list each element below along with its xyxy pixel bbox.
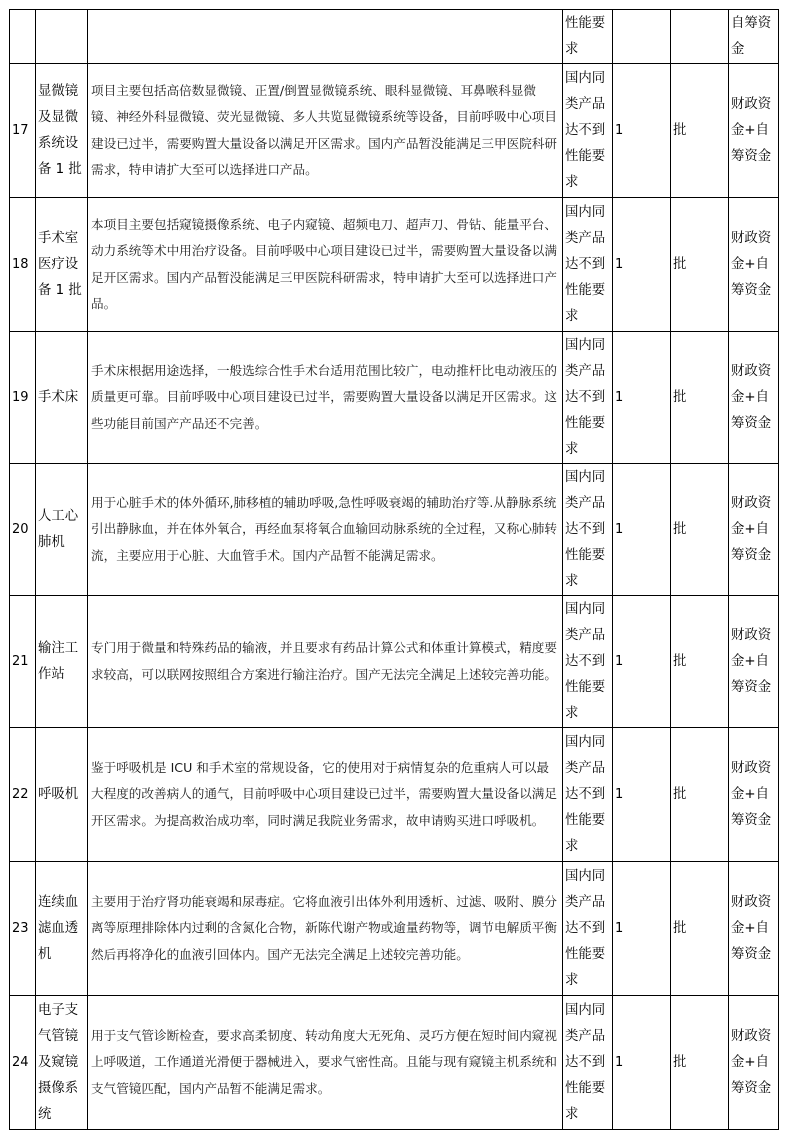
cell-name: 手术床 — [36, 332, 88, 464]
cell-fund: 财政资金+自筹资金 — [729, 996, 779, 1130]
cell-no: 23 — [10, 862, 36, 996]
table-row — [10, 728, 779, 862]
table-row — [10, 596, 779, 728]
cell-fund: 财政资金+自筹资金 — [729, 64, 779, 198]
table-row — [10, 996, 779, 1130]
cell-name: 呼吸机 — [36, 728, 88, 862]
cell-no: 21 — [10, 596, 36, 728]
cell-reason: 国内同类产品达不到性能要求 — [563, 728, 613, 862]
cell-fund: 财政资金+自筹资金 — [729, 596, 779, 728]
cell-reason: 国内同类产品达不到性能要求 — [563, 332, 613, 464]
cell-qty: 1 — [613, 862, 671, 996]
cell-no: 22 — [10, 728, 36, 862]
cell-qty: 1 — [613, 596, 671, 728]
cell-desc: 用于支气管诊断检查，要求高柔韧度、转动角度大无死角、灵巧方便在短时间内窥视上呼吸道，工作通道光滑便于器械进入，要求气密性高。且能与现有窥镜主机系统和支气管镜匹配，国内产品暂不能满足需求。 — [88, 996, 563, 1130]
cell-reason: 国内同类产品达不到性能要求 — [563, 64, 613, 198]
cell-unit: 批 — [671, 464, 729, 596]
table-row — [10, 64, 779, 198]
table-row — [10, 332, 779, 464]
cell-unit: 批 — [671, 996, 729, 1130]
equipment-table — [9, 9, 779, 1130]
cell-desc: 用于心脏手术的体外循环,肺移植的辅助呼吸,急性呼吸衰竭的辅助治疗等.从静脉系统引出静脉血，并在体外氧合，再经血泵将氧合血输回动脉系统的全过程，又称心肺转流，主要应用于心脏、大血管手术。国内产品暂不能满足需求。 — [88, 464, 563, 596]
cell-qty — [613, 10, 671, 64]
cell-reason: 国内同类产品达不到性能要求 — [563, 862, 613, 996]
cell-name: 电子支气管镜及窥镜摄像系统 — [36, 996, 88, 1130]
cell-desc: 手术床根据用途选择，一般选综合性手术台适用范围比较广，电动推杆比电动液压的质量更可靠。目前呼吸中心项目建设已过半，需要购置大量设备以满足开区需求。这些功能目前国产产品还不完善。 — [88, 332, 563, 464]
cell-fund: 财政资金+自筹资金 — [729, 332, 779, 464]
cell-unit: 批 — [671, 596, 729, 728]
cell-name: 手术室医疗设备 1 批 — [36, 198, 88, 332]
cell-name — [36, 10, 88, 64]
cell-desc — [88, 10, 563, 64]
cell-fund: 财政资金+自筹资金 — [729, 464, 779, 596]
cell-unit: 批 — [671, 64, 729, 198]
cell-desc: 鉴于呼吸机是 ICU 和手术室的常规设备，它的使用对于病情复杂的危重病人可以最大程度的改善病人的通气，目前呼吸中心项目建设已过半，需要购置大量设备以满足开区需求。为提高救治成功率，同时满足我院业务需求，故申请购买进口呼吸机。 — [88, 728, 563, 862]
cell-reason: 国内同类产品达不到性能要求 — [563, 198, 613, 332]
cell-desc: 本项目主要包括窥镜摄像系统、电子内窥镜、超频电刀、超声刀、骨钻、能量平台、动力系统等术中用治疗设备。目前呼吸中心项目建设已过半，需要购置大量设备以满足开区需求。国内产品暂没能满足三甲医院科研需求，特申请扩大至可以选择进口产品。 — [88, 198, 563, 332]
cell-unit: 批 — [671, 332, 729, 464]
cell-no: 24 — [10, 996, 36, 1130]
cell-desc: 专门用于微量和特殊药品的输液，并且要求有药品计算公式和体重计算模式，精度要求较高，可以联网按照组合方案进行输注治疗。国产无法完全满足上述较完善功能。 — [88, 596, 563, 728]
cell-qty: 1 — [613, 464, 671, 596]
cell-reason: 国内同类产品达不到性能要求 — [563, 596, 613, 728]
cell-no: 19 — [10, 332, 36, 464]
cell-fund: 财政资金+自筹资金 — [729, 728, 779, 862]
table-row — [10, 862, 779, 996]
cell-name: 连续血滤血透机 — [36, 862, 88, 996]
cell-name: 输注工作站 — [36, 596, 88, 728]
cell-fund: 自筹资金 — [729, 10, 779, 64]
table-row-top — [10, 10, 779, 64]
cell-unit — [671, 10, 729, 64]
cell-fund: 财政资金+自筹资金 — [729, 198, 779, 332]
table-row — [10, 198, 779, 332]
table-row — [10, 464, 779, 596]
cell-qty: 1 — [613, 728, 671, 862]
cell-reason: 性能要求 — [563, 10, 613, 64]
cell-no: 17 — [10, 64, 36, 198]
cell-reason: 国内同类产品达不到性能要求 — [563, 996, 613, 1130]
cell-unit: 批 — [671, 862, 729, 996]
cell-fund: 财政资金+自筹资金 — [729, 862, 779, 996]
cell-name: 人工心肺机 — [36, 464, 88, 596]
cell-qty: 1 — [613, 64, 671, 198]
cell-no — [10, 10, 36, 64]
cell-qty: 1 — [613, 996, 671, 1130]
cell-qty: 1 — [613, 198, 671, 332]
cell-reason: 国内同类产品达不到性能要求 — [563, 464, 613, 596]
cell-no: 20 — [10, 464, 36, 596]
cell-desc: 项目主要包括高倍数显微镜、正置/倒置显微镜系统、眼科显微镜、耳鼻喉科显微镜、神经外科显微镜、荧光显微镜、多人共览显微镜系统等设备，目前呼吸中心项目建设已过半，需要购置大量设备以满足开区需求。国内产品暂没能满足三甲医院科研需求，特申请扩大至可以选择进口产品。 — [88, 64, 563, 198]
cell-name: 显微镜及显微系统设备 1 批 — [36, 64, 88, 198]
cell-unit: 批 — [671, 198, 729, 332]
cell-no: 18 — [10, 198, 36, 332]
cell-desc: 主要用于治疗肾功能衰竭和尿毒症。它将血液引出体外利用透析、过滤、吸附、膜分离等原理排除体内过剩的含氮化合物，新陈代谢产物或逾量药物等，调节电解质平衡然后再将净化的血液引回体内。国产无法完全满足上述较完善功能。 — [88, 862, 563, 996]
cell-qty: 1 — [613, 332, 671, 464]
cell-unit: 批 — [671, 728, 729, 862]
